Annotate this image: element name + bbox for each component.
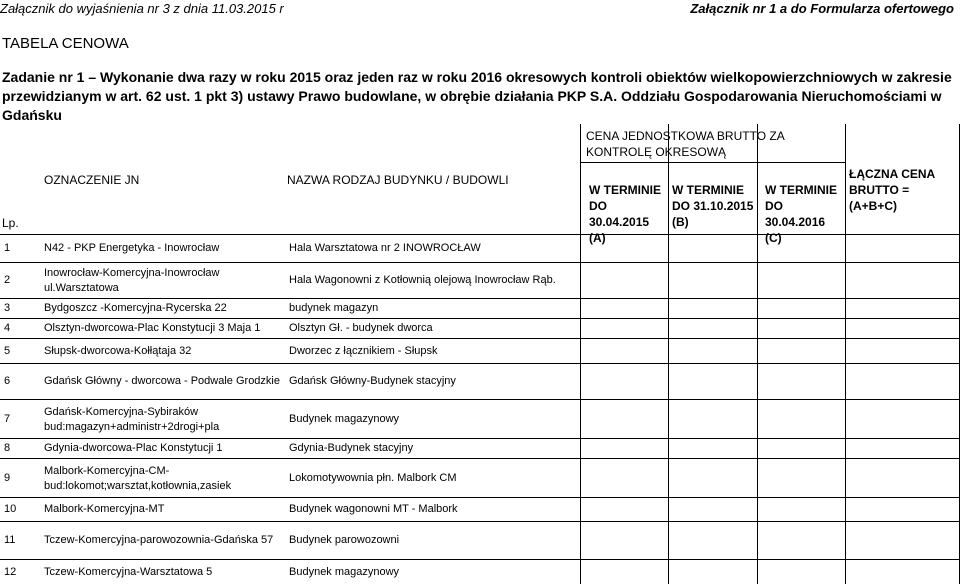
row-divider xyxy=(0,363,960,364)
row-designation: N42 - PKP Energetyka - Inowrocław xyxy=(44,242,220,254)
row-divider xyxy=(0,497,960,498)
row-building-name: Budynek wagonowni MT - Malbork xyxy=(289,503,458,515)
row-lp: 4 xyxy=(4,322,11,334)
row-divider xyxy=(0,438,960,439)
row-lp: 7 xyxy=(4,412,11,425)
row-designation-line2: bud:lokomot;warsztat,kotłownia,zasiek xyxy=(44,479,232,492)
row-building-name: Lokomotywownia płn. Malbork CM xyxy=(289,471,457,484)
row-lp: 6 xyxy=(4,375,11,387)
column-a-line1: W TERMINIE xyxy=(589,183,661,197)
row-lp: 9 xyxy=(4,471,11,484)
row-designation: Gdańsk-Komercyjna-Sybiraków xyxy=(44,405,199,418)
row-building-name: Hala Wagonowni z Kotłownią olejową Inowrocław Rąb. xyxy=(289,274,556,286)
attachment-note-right: Załącznik nr 1 a do Formularza ofertowego xyxy=(690,1,954,16)
row-divider xyxy=(0,298,960,299)
total-line1: ŁĄCZNA CENA xyxy=(849,167,936,181)
column-a-header xyxy=(589,182,667,246)
row-divider xyxy=(0,318,960,319)
column-divider xyxy=(580,124,581,584)
row-lp: 1 xyxy=(4,242,11,254)
row-divider xyxy=(0,458,960,459)
column-c-header xyxy=(765,182,843,246)
row-designation: Tczew-Komercyjna-parowozownia-Gdańska 57 xyxy=(44,534,274,546)
row-designation: Gdynia-dworcowa-Plac Konstytucji 1 xyxy=(44,442,223,454)
row-building-name: Budynek magazynowy xyxy=(289,565,400,578)
column-divider xyxy=(845,124,846,584)
price-group-header: CENA JEDNOSTKOWA BRUTTO ZA KONTROLĘ OKRESOWĄ xyxy=(586,129,785,159)
row-building-name: Budynek parowozowni xyxy=(289,534,400,546)
total-line2: BRUTTO = (A+B+C) xyxy=(849,183,910,213)
lp-header: Lp. xyxy=(2,216,19,230)
row-lp: 2 xyxy=(4,274,11,286)
column-c-line3: (C) xyxy=(765,231,782,245)
column-divider xyxy=(668,124,669,584)
row-divider xyxy=(0,399,960,400)
row-lp: 8 xyxy=(4,442,11,454)
row-designation-line2: bud:magazyn+administr+2drogi+pla xyxy=(44,420,220,433)
column-a-line2: DO 30.04.2015 xyxy=(589,199,650,229)
row-building-name: budynek magazyn xyxy=(289,302,379,314)
row-designation: Inowrocław-Komercyjna-Inowrocław xyxy=(44,267,220,279)
row-lp: 12 xyxy=(4,565,17,578)
row-building-name: Gdynia-Budynek stacyjny xyxy=(289,442,414,454)
row-divider xyxy=(580,162,845,163)
column-b-header xyxy=(672,182,754,230)
row-designation: Słupsk-dworcowa-Kołłątaja 32 xyxy=(44,344,192,357)
column-c-line1: W TERMINIE xyxy=(765,183,837,197)
row-designation: Tczew-Komercyjna-Warsztatowa 5 xyxy=(44,565,213,578)
designation-header: OZNACZENIE JN xyxy=(44,173,140,187)
row-lp: 11 xyxy=(4,534,16,546)
row-building-name: Dworzec z łącznikiem - Słupsk xyxy=(289,344,438,357)
table-title: TABELA CENOWA xyxy=(2,35,129,52)
column-b-line1: W TERMINIE xyxy=(672,183,744,197)
row-building-name: Budynek magazynowy xyxy=(289,412,400,425)
name-header: NAZWA RODZAJ BUDYNKU / BUDOWLI xyxy=(287,173,509,187)
row-lp: 5 xyxy=(4,344,11,357)
row-lp: 10 xyxy=(4,503,17,515)
row-divider xyxy=(0,559,960,560)
row-designation: Bydgoszcz -Komercyjna-Rycerska 22 xyxy=(44,302,227,314)
row-building-name: Olsztyn Gł. - budynek dworca xyxy=(289,322,433,334)
attachment-note-left: Załącznik do wyjaśnienia nr 3 z dnia 11.03.2015 r xyxy=(0,1,284,16)
row-building-name: Hala Warsztatowa nr 2 INOWROCŁAW xyxy=(289,242,481,254)
column-b-line3: (B) xyxy=(672,215,689,229)
row-designation-line2: ul.Warsztatowa xyxy=(44,282,119,294)
column-b-line2: DO 31.10.2015 xyxy=(672,199,754,213)
row-lp: 3 xyxy=(4,302,11,314)
row-divider xyxy=(0,262,960,263)
task-description: Zadanie nr 1 – Wykonanie dwa razy w roku 2015 oraz jeden raz w roku 2016 okresowych kontroli obiektów wielkopowierzchniowych w zakresie przewidzianym w art. 62 ust. 1 pkt 3) ustawy Prawo budowlane, w obrębie działania PKP S.A. Oddziału Gospodarowania Nieruchomościami w Gdańsku xyxy=(2,69,952,123)
column-c-line2: DO 30.04.2016 xyxy=(765,199,826,229)
row-building-name: Gdańsk Główny-Budynek stacyjny xyxy=(289,375,456,387)
row-divider xyxy=(0,521,960,522)
column-divider xyxy=(757,124,758,584)
column-a-line3: (A) xyxy=(589,231,606,245)
row-designation: Gdańsk Główny - dworcowa - Podwale Grodzkie xyxy=(44,375,280,387)
total-header xyxy=(849,166,957,214)
row-designation: Malbork-Komercyjna-MT xyxy=(44,503,165,515)
row-designation: Olsztyn-dworcowa-Plac Konstytucji 3 Maja 1 xyxy=(44,322,261,334)
row-divider xyxy=(0,338,960,339)
row-designation: Malbork-Komercyjna-CM- xyxy=(44,464,170,477)
